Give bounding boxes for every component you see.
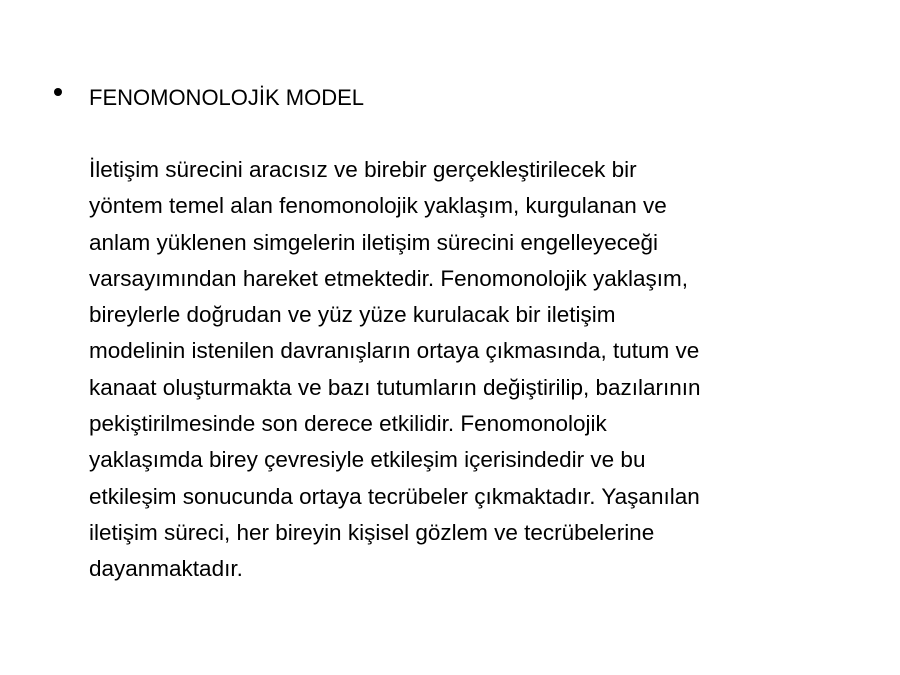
paragraph-line: bireylerle doğrudan ve yüz yüze kurulacak bir iletişim <box>89 302 616 328</box>
paragraph-line: yaklaşımda birey çevresiyle etkileşim içerisindedir ve bu <box>89 447 646 473</box>
paragraph-line: anlam yüklenen simgelerin iletişim sürecini engelleyeceği <box>89 229 659 255</box>
paragraph-line: İletişim sürecini aracısız ve birebir gerçekleştirilecek bir <box>89 157 637 182</box>
paragraph-line: iletişim süreci, her bireyin kişisel gözlem ve tecrübelerine <box>89 519 655 545</box>
paragraph-line: kanaat oluşturmakta ve bazı tutumların değiştirilip, bazılarının <box>89 374 701 400</box>
body-paragraph <box>89 152 849 588</box>
paragraph-line: pekiştirilmesinde son derece etkilidir. Fenomonolojik <box>89 411 607 437</box>
paragraph-line: etkileşim sonucunda ortaya tecrübeler çıkmaktadır. Yaşanılan <box>89 483 700 509</box>
paragraph-line: yöntem temel alan fenomonolojik yaklaşım, kurgulanan ve <box>89 193 667 219</box>
paragraph-line: modelinin istenilen davranışların ortaya çıkmasında, tutum ve <box>89 338 700 364</box>
slide-heading: FENOMONOLOJİK MODEL <box>89 85 365 110</box>
bullet-icon <box>54 88 62 96</box>
paragraph-line: varsayımından hareket etmektedir. Fenomonolojik yaklaşım, <box>89 265 689 291</box>
paragraph-line: dayanmaktadır. <box>89 556 243 582</box>
